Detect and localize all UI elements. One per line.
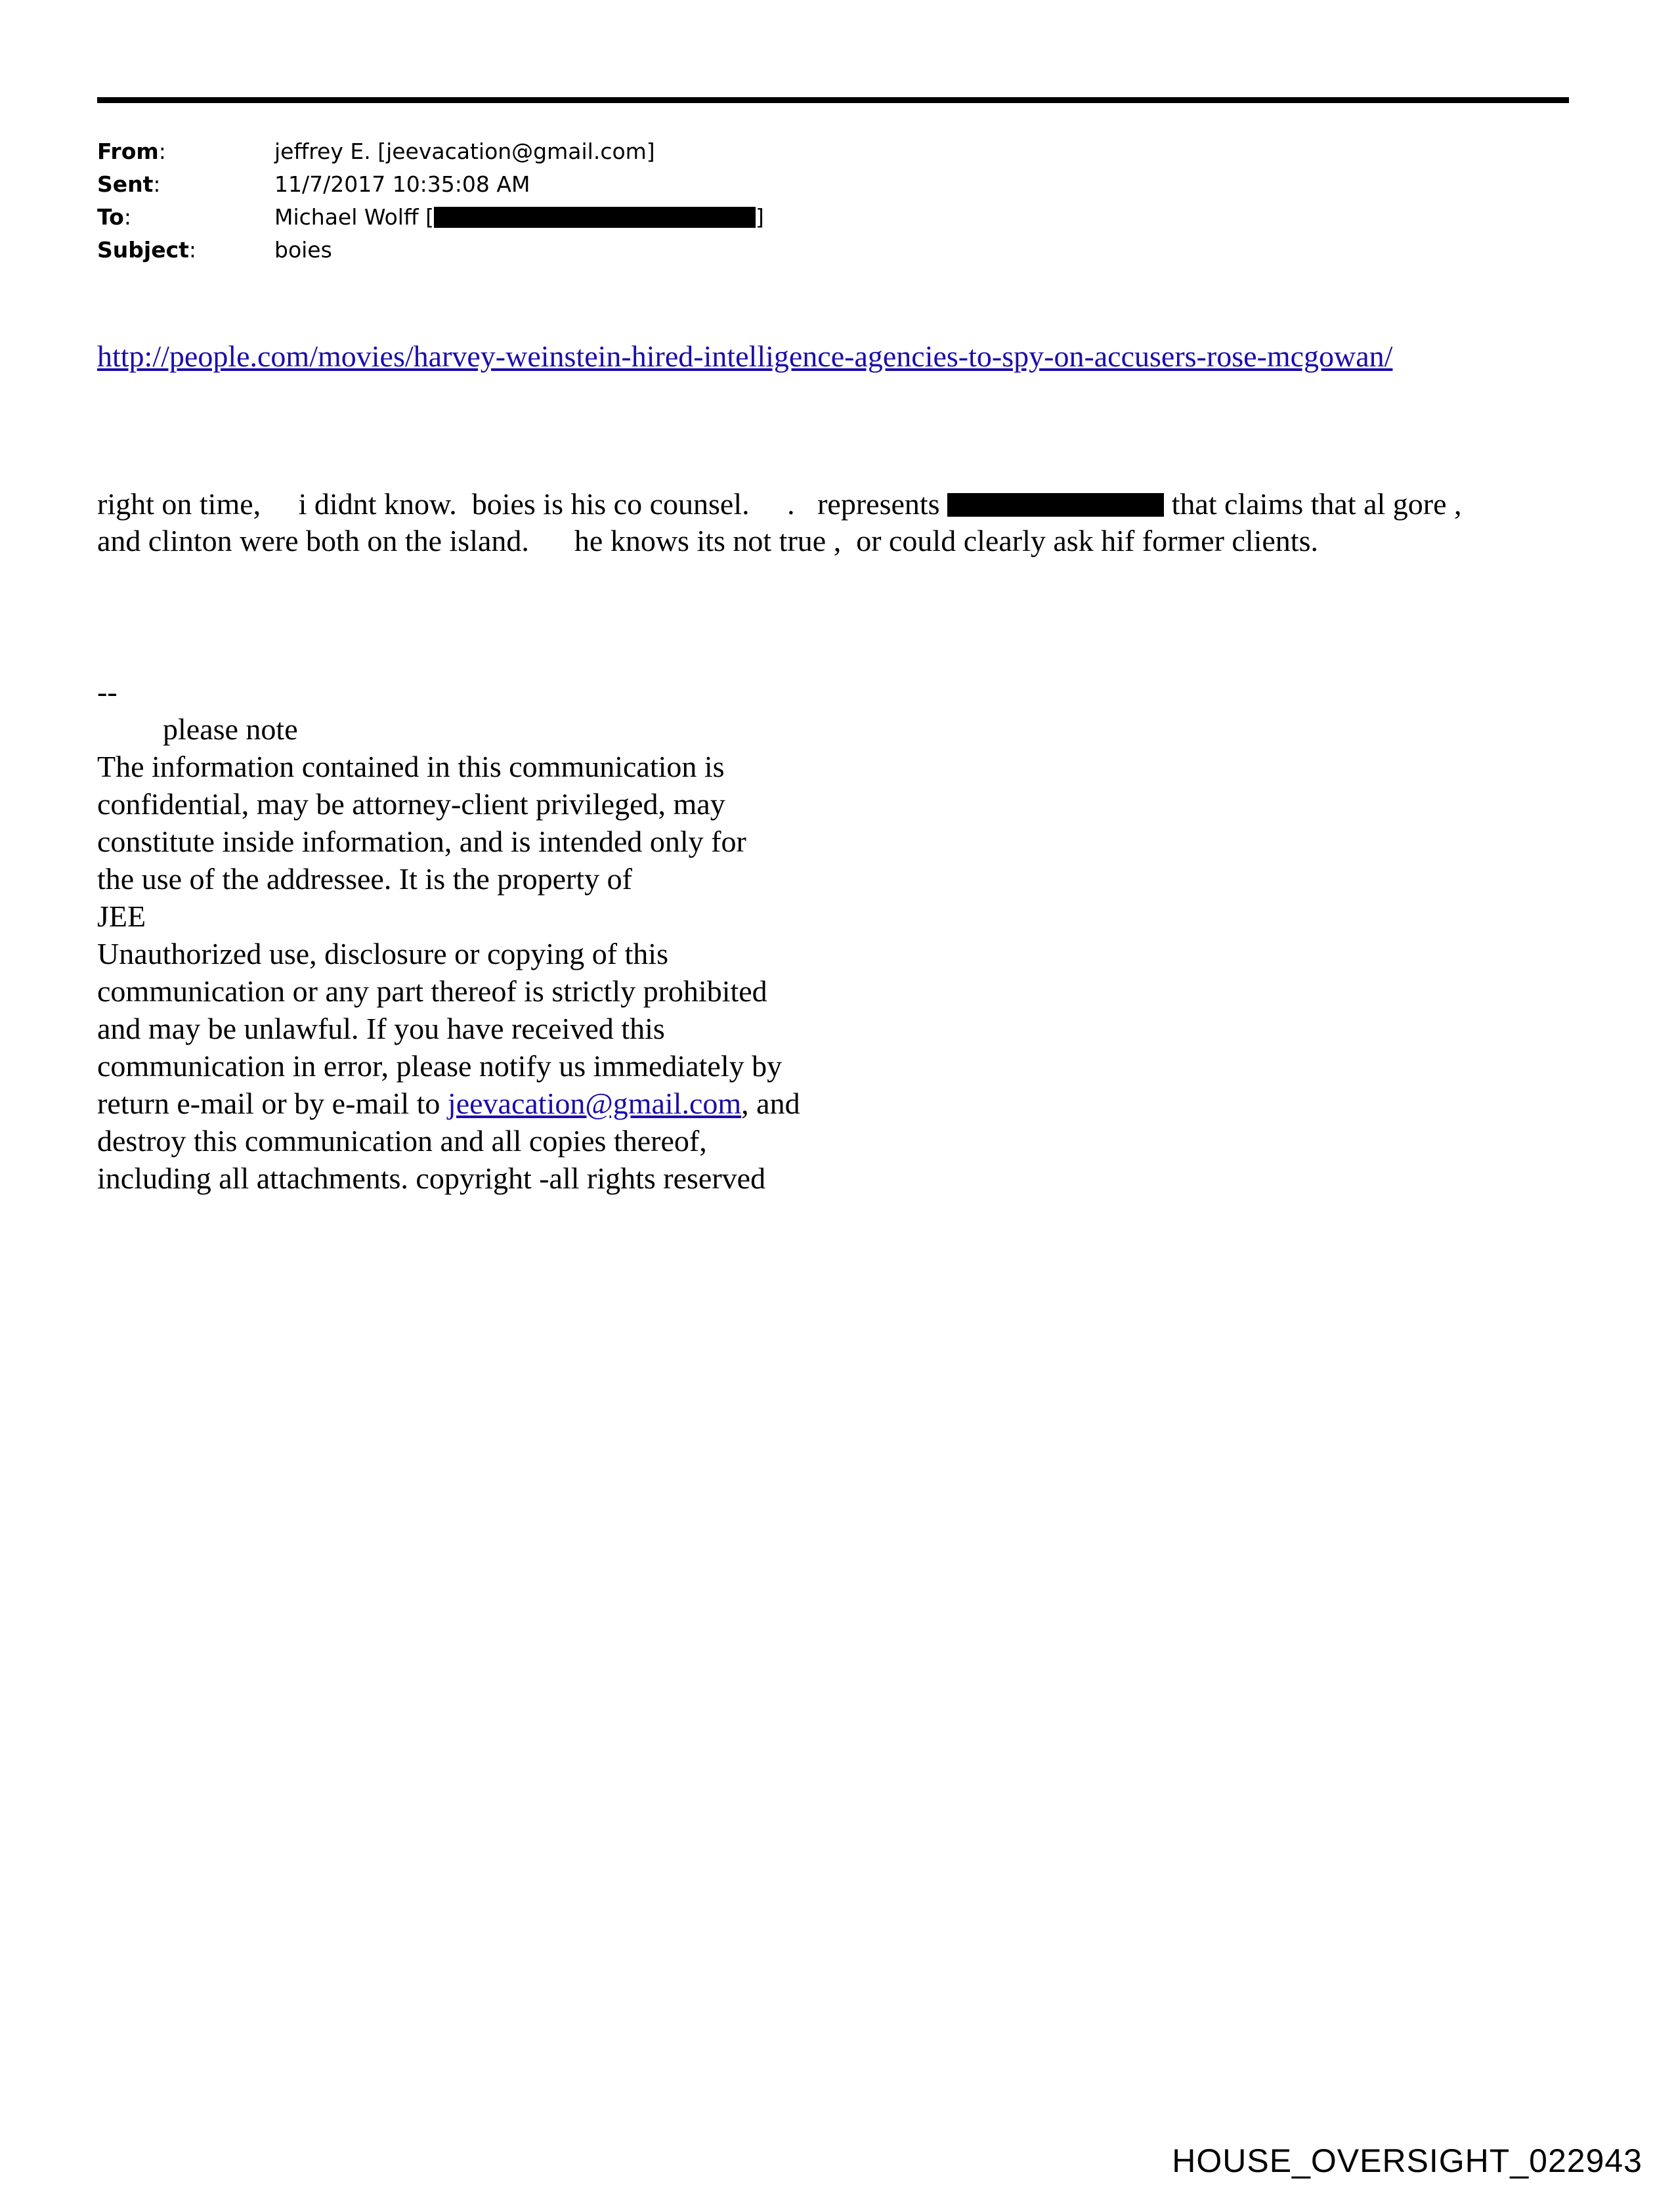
disclaimer-line: constitute inside information, and is intended only for [97,825,746,858]
disclaimer-line: the use of the addressee. It is the property of [97,862,632,896]
article-link[interactable]: http://people.com/movies/harvey-weinstein-hired-intelligence-agencies-to-spy-on-accusers-rose-mcgowan/ [97,339,1393,373]
disclaimer-line: JEE [97,900,146,933]
email-link[interactable]: jeevacation@gmail.com [447,1087,742,1120]
disclaimer-line: and may be unlawful. If you have received this [97,1012,665,1045]
bates-number: HOUSE_OVERSIGHT_022943 [1172,2142,1642,2179]
to-value: Michael Wolff [ ] [274,204,764,230]
header-rule [97,97,1569,103]
sent-label: Sent: [97,171,161,197]
from-value: jeffrey E. [jeevacation@gmail.com] [274,139,655,164]
disclaimer-line: confidential, may be attorney-client privileged, may [97,787,725,821]
redaction-block [434,207,756,228]
disclaimer-line: communication or any part thereof is strictly prohibited [97,974,767,1008]
article-url-line [97,338,1392,375]
message-body [97,486,1462,559]
body-line-1: right on time, i didnt know. boies is his co counsel. . represents that claims that al gore , [97,487,1462,521]
subject-row [97,234,764,267]
from-label: From: [97,139,166,164]
sent-value: 11/7/2017 10:35:08 AM [274,171,530,197]
disclaimer-line: destroy this communication and all copies thereof, [97,1124,707,1158]
subject-value: boies [274,237,332,263]
to-row [97,201,764,234]
email-header [97,135,764,267]
signature-dashes: -- [97,675,118,708]
body-line-2: and clinton were both on the island. he knows its not true , or could clearly ask hif former clients. [97,524,1318,557]
disclaimer-line-with-link: return e-mail or by e-mail to jeevacation@gmail.com, and [97,1087,800,1120]
disclaimer-line: The information contained in this communication is [97,750,725,783]
to-label: To: [97,204,131,230]
signature-block [97,673,800,1197]
disclaimer-line: including all attachments. copyright -all rights reserved [97,1161,766,1195]
subject-label: Subject: [97,237,197,263]
sent-row [97,168,764,201]
disclaimer-line: communication in error, please notify us immediately by [97,1049,783,1083]
redaction-block [947,493,1164,517]
disclaimer-line: Unauthorized use, disclosure or copying of this [97,937,668,970]
please-note: please note [163,712,298,746]
from-row [97,135,764,168]
